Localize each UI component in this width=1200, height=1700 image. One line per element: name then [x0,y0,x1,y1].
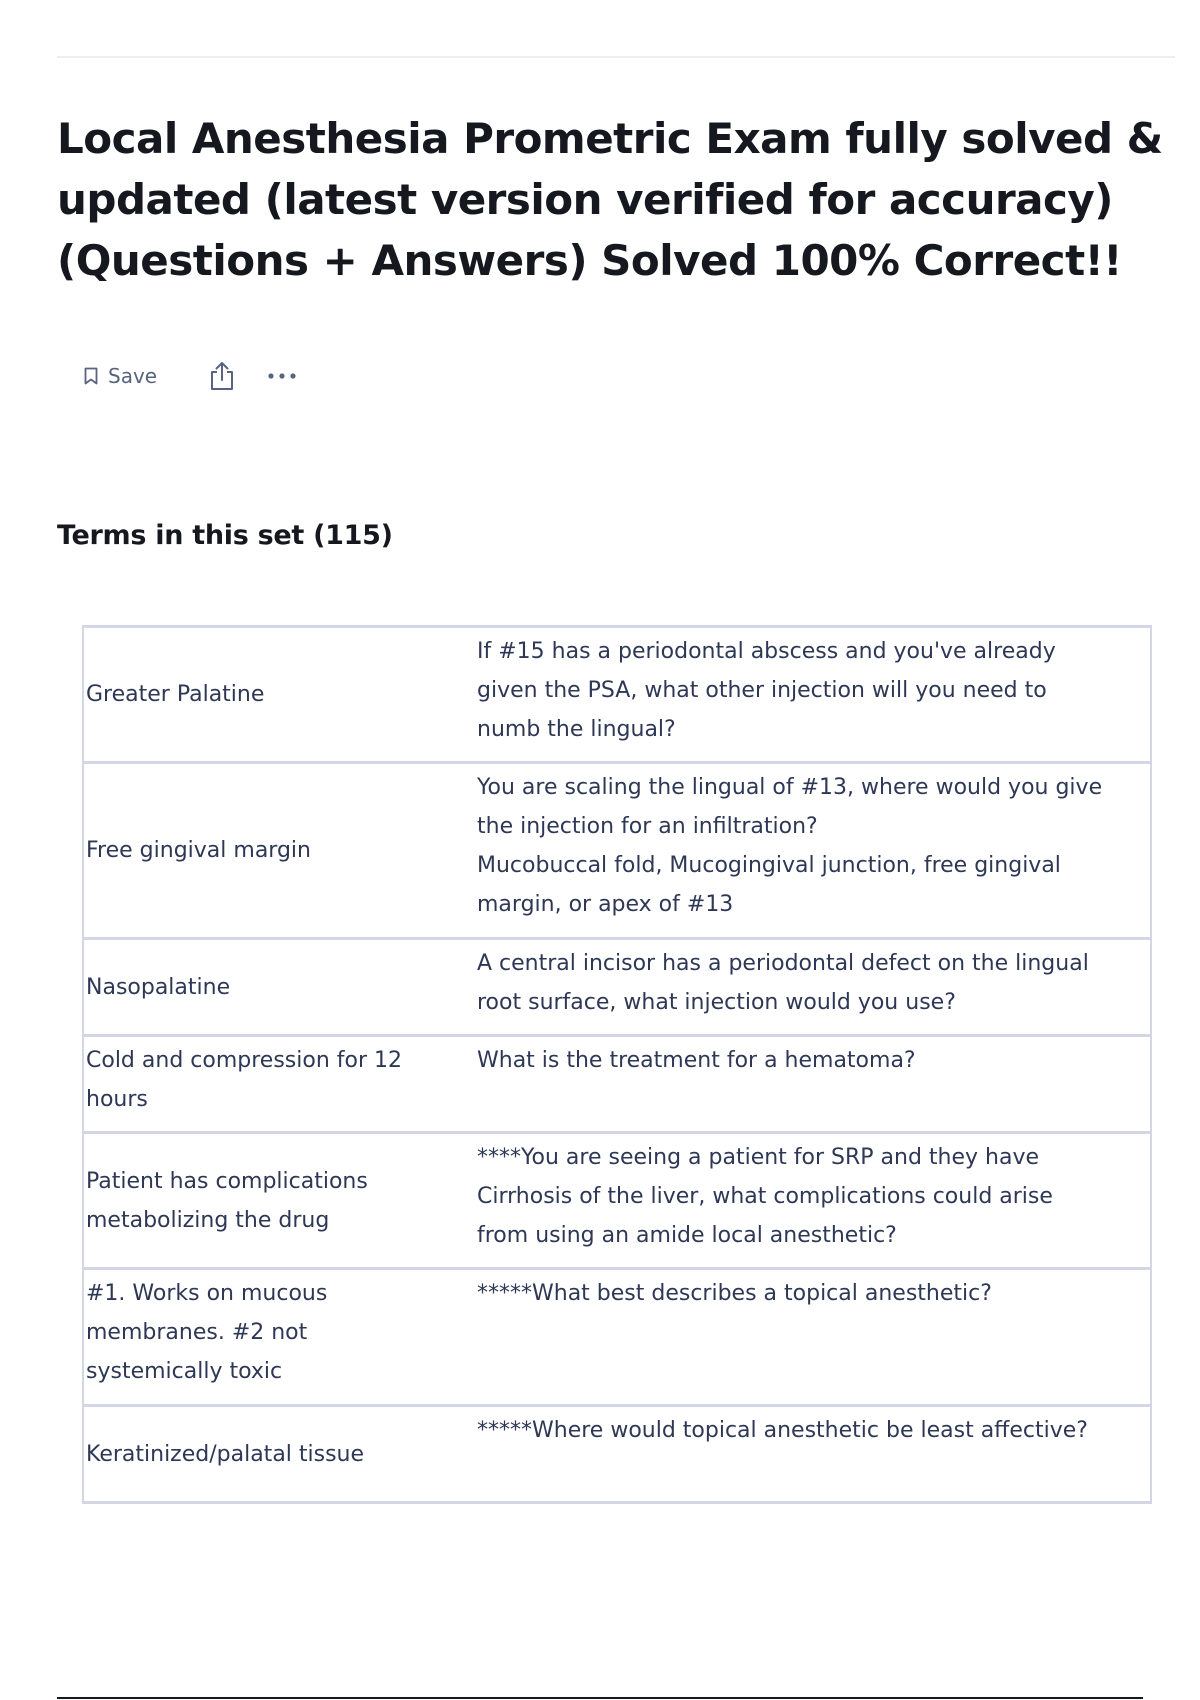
terms-heading: Terms in this set (115) [57,520,393,551]
top-divider [57,56,1175,58]
definition-cell: *****What best describes a topical anesthetic? [428,1269,1151,1406]
term-row[interactable] [83,627,1151,763]
term-cell: Nasopalatine [83,939,428,1036]
term-cell: Patient has complications metabolizing the drug [83,1133,428,1269]
bottom-divider [57,1697,1143,1699]
share-button[interactable] [209,361,235,391]
definition-options: Mucobuccal fold, Mucogingival junction, free gingival margin, or apex of #13 [477,853,1061,917]
term-cell: #1. Works on mucous membranes. #2 not systemically toxic [83,1269,428,1406]
term-row[interactable] [83,1036,1151,1133]
term-cell: Keratinized/palatal tissue [83,1406,428,1503]
term-cell: Greater Palatine [83,627,428,763]
term-row[interactable] [83,1133,1151,1269]
page-title: Local Anesthesia Prometric Exam fully solved & updated (latest version verified for accuracy) (Questions + Answers) Solved 100% Correct!! [57,114,1163,285]
bookmark-icon [84,367,98,385]
term-cell: Free gingival margin [83,763,428,939]
definition-cell: What is the treatment for a hematoma? [428,1036,1151,1133]
more-options-icon [267,372,297,380]
term-cell: Cold and compression for 12 hours [83,1036,428,1133]
more-options-button[interactable] [267,372,297,380]
definition-cell: ****You are seeing a patient for SRP and they have Cirrhosis of the liver, what complications could arise from using an amide local anesthetic? [428,1133,1151,1269]
save-button[interactable] [84,364,157,388]
definition-cell: *****Where would topical anesthetic be least affective? [428,1406,1151,1503]
term-row[interactable] [83,939,1151,1036]
definition-cell: If #15 has a periodontal abscess and you've already given the PSA, what other injection will you need to numb the lingual? [428,627,1151,763]
definition-cell: A central incisor has a periodontal defect on the lingual root surface, what injection would you use? [428,939,1151,1036]
definition-question: You are scaling the lingual of #13, where would you give the injection for an infiltration? [477,775,1103,839]
term-row[interactable] [83,763,1151,939]
save-label: Save [108,364,158,388]
action-bar [84,358,297,394]
definition-cell [428,763,1151,939]
share-icon [209,361,235,391]
terms-table [82,625,1152,1504]
term-row[interactable] [83,1406,1151,1503]
term-row[interactable] [83,1269,1151,1406]
